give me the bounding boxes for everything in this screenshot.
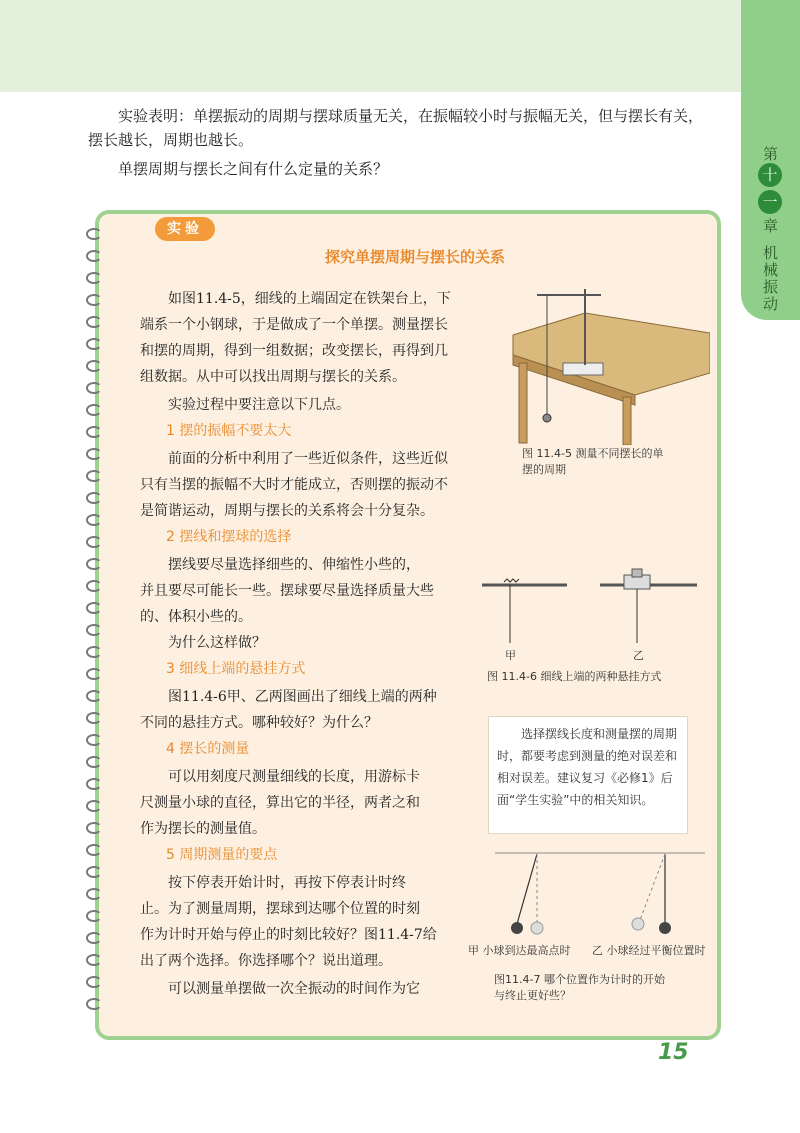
last-line: 可以测量单摆做一次全振动的时间作为它: [168, 981, 420, 997]
chapter-prefix: 第: [762, 145, 778, 163]
chapter-title-char: 动: [762, 295, 778, 313]
binder-ring: [86, 580, 102, 592]
binder-ring: [86, 228, 102, 240]
binder-ring: [86, 844, 102, 856]
binder-ring: [86, 866, 102, 878]
section-4-title: 4 摆长的测量: [166, 741, 250, 757]
figure-11-4-7-label-a: 甲 小球到达最高点时: [468, 944, 571, 957]
binder-ring: [86, 888, 102, 900]
page-number: 15: [658, 1040, 689, 1065]
section-5-line: 按下停表开始计时，再按下停表计时终: [168, 875, 406, 891]
figure-11-4-7-label-b: 乙 小球经过平衡位置时: [592, 944, 706, 957]
binder-ring: [86, 316, 102, 328]
chapter-suffix: 章: [762, 217, 778, 235]
chapter-digit-1: 十: [758, 163, 782, 187]
section-5-title: 5 周期测量的要点: [166, 847, 278, 863]
figure-11-4-5-caption-line: 摆的周期: [522, 463, 566, 476]
figure-11-4-6-label-a: 甲: [505, 649, 516, 662]
chapter-title-char: 械: [762, 261, 778, 279]
section-3-line: 图11.4-6甲、乙两图画出了细线上端的两种: [168, 689, 437, 705]
binder-ring: [86, 778, 102, 790]
binder-ring: [86, 910, 102, 922]
binder-ring: [86, 624, 102, 636]
section-4-line: 可以用刻度尺测量细线的长度，用游标卡: [168, 769, 420, 785]
figure-11-4-6-suspension-methods: [482, 565, 702, 645]
section-3-line: 不同的悬挂方式。哪种较好？为什么？: [140, 715, 378, 731]
section-4-line: 作为摆长的测量值。: [140, 821, 266, 837]
figure-11-4-7-caption-line: 与终止更好些？: [494, 989, 571, 1002]
figure-11-4-5-caption-line: 图 11.4-5 测量不同摆长的单: [522, 447, 664, 460]
section-2-line: 的、体积小些的。: [140, 609, 252, 625]
binder-ring: [86, 690, 102, 702]
binder-ring: [86, 514, 102, 526]
binder-ring: [86, 426, 102, 438]
binder-ring: [86, 712, 102, 724]
header-band: [0, 0, 800, 92]
binder-ring: [86, 404, 102, 416]
binder-ring: [86, 954, 102, 966]
section-1-line: 只有当摆的振幅不大时才能成立，否则摆的振动不: [140, 477, 448, 493]
binder-ring: [86, 976, 102, 988]
binder-ring: [86, 272, 102, 284]
section-2-question: 为什么这样做？: [168, 635, 266, 651]
para1-line: 端系一个小钢球，于是做成了一个单摆。测量摆长: [140, 317, 448, 333]
binder-ring: [86, 492, 102, 504]
binder-ring: [86, 734, 102, 746]
binder-ring: [86, 932, 102, 944]
binder-ring: [86, 294, 102, 306]
para1-line: 如图11.4-5，细线的上端固定在铁架台上，下: [168, 291, 451, 307]
chapter-title-char: 振: [762, 278, 778, 296]
section-4-line: 尺测量小球的直径，算出它的半径，两者之和: [140, 795, 420, 811]
section-1-title: 1 摆的振幅不要太大: [166, 423, 292, 439]
chapter-side-tab: [741, 0, 800, 320]
binder-ring: [86, 822, 102, 834]
chapter-digit-2: 一: [758, 190, 782, 214]
binder-ring: [86, 382, 102, 394]
para2: 实验过程中要注意以下几点。: [168, 397, 350, 413]
intro-line-2: 摆长越长，周期也越长。: [88, 131, 254, 149]
figure-11-4-6-label-b: 乙: [633, 649, 644, 662]
section-2-line: 并且要尽可能长一些。摆球要尽量选择质量大些: [140, 583, 434, 599]
binder-ring: [86, 668, 102, 680]
intro-question: 单摆周期与摆长之间有什么定量的关系？: [118, 160, 389, 178]
binder-ring: [86, 250, 102, 262]
binder-ring: [86, 800, 102, 812]
binder-ring: [86, 602, 102, 614]
section-1-line: 是简谐运动，周期与摆长的关系将会十分复杂。: [140, 503, 434, 519]
para1-line: 组数据。从中可以找出周期与摆长的关系。: [140, 369, 406, 385]
section-2-title: 2 摆线和摆球的选择: [166, 529, 292, 545]
para1-line: 和摆的周期，得到一组数据；改变摆长，再得到几: [140, 343, 448, 359]
experiment-title: 探究单摆周期与摆长的关系: [324, 248, 505, 266]
section-5-line: 作为计时开始与停止的时刻比较好？图11.4-7给: [140, 927, 437, 943]
binder-ring: [86, 998, 102, 1010]
section-5-line: 出了两个选择。你选择哪个？说出道理。: [140, 953, 392, 969]
figure-11-4-5-pendulum-stand: [505, 285, 710, 445]
binder-ring: [86, 536, 102, 548]
side-note: 选择摆线长度和测量摆的周期时，都要考虑到测量的绝对误差和相对误差。建议复习《必修1》后面“学生实验”中的相关知识。: [488, 716, 688, 834]
section-2-line: 摆线要尽量选择细些的、伸缩性小些的，: [168, 557, 420, 573]
binder-ring: [86, 338, 102, 350]
experiment-tag: 实验: [155, 217, 215, 241]
binder-ring: [86, 558, 102, 570]
section-5-line: 止。为了测量周期，摆球到达哪个位置的时刻: [140, 901, 420, 917]
binder-ring: [86, 360, 102, 372]
binder-ring: [86, 646, 102, 658]
binder-ring: [86, 756, 102, 768]
binder-ring: [86, 470, 102, 482]
binder-ring: [86, 448, 102, 460]
figure-11-4-6-caption: 图 11.4-6 细线上端的两种悬挂方式: [487, 670, 662, 683]
section-1-line: 前面的分析中利用了一些近似条件，这些近似: [168, 451, 448, 467]
figure-11-4-7-pendulum-positions: [495, 852, 705, 942]
section-3-title: 3 细线上端的悬挂方式: [166, 661, 306, 677]
chapter-title-char: 机: [762, 244, 778, 262]
figure-11-4-7-caption-line: 图11.4-7 哪个位置作为计时的开始: [494, 973, 665, 986]
intro-line-1: 实验表明：单摆振动的周期与摆球质量无关，在振幅较小时与振幅无关，但与摆长有关，: [118, 107, 704, 125]
